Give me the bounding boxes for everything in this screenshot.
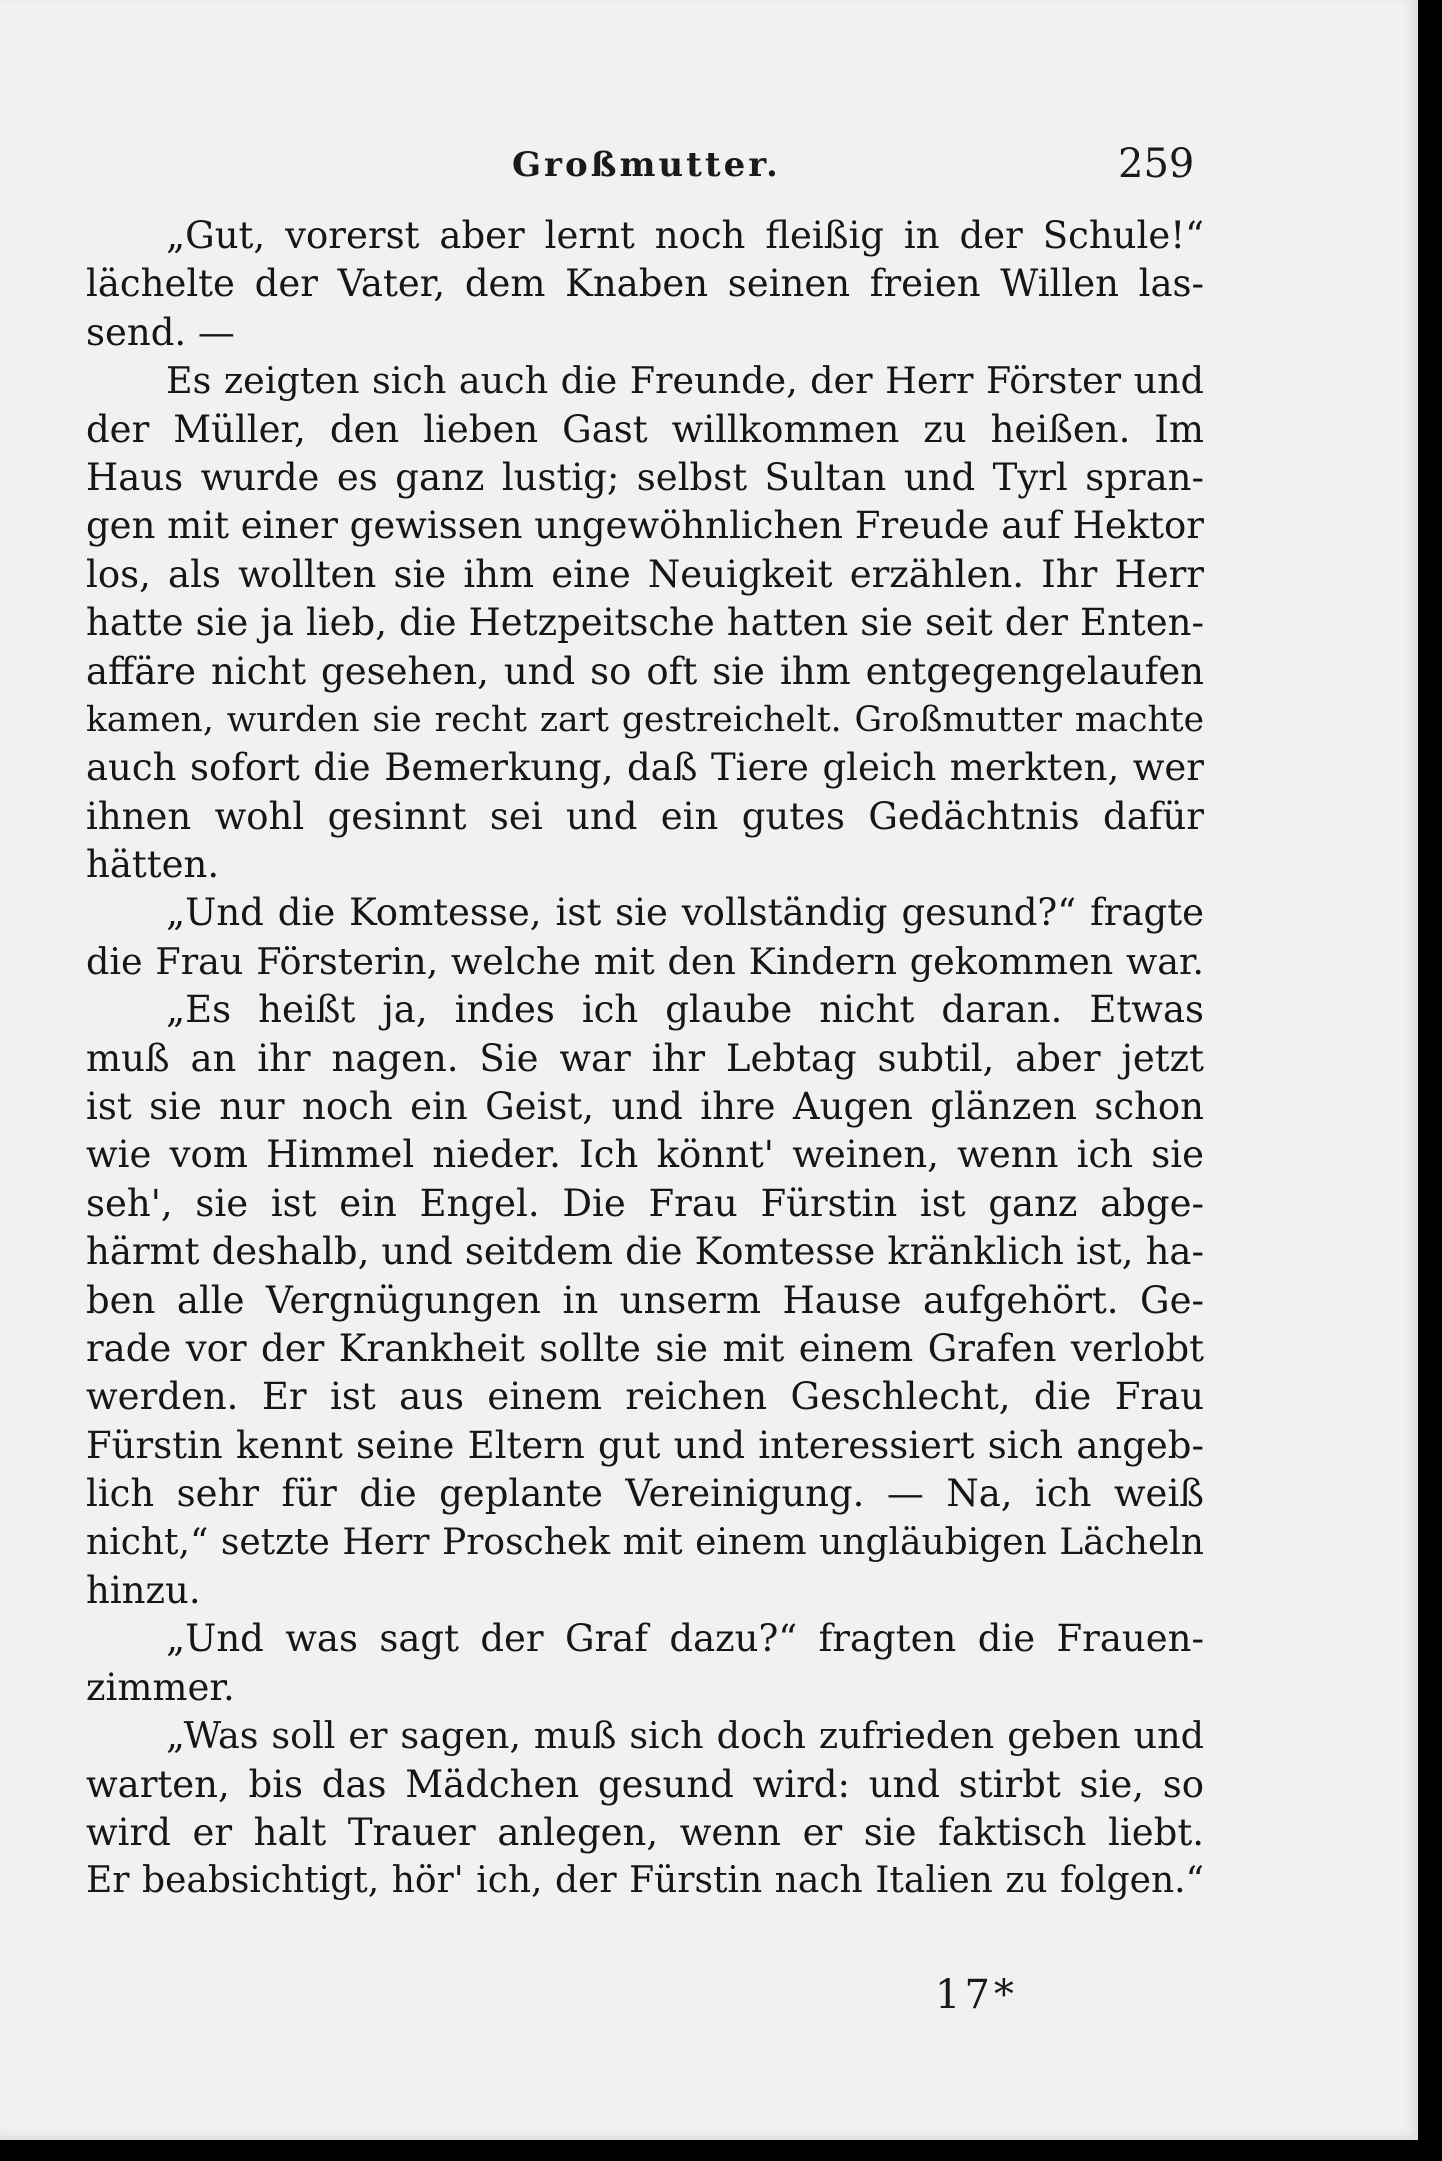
text-line: werden. Er ist aus einem reichen Geschlecht, die Frau	[86, 1375, 1204, 1419]
body-text	[86, 212, 1204, 1906]
text-line: muß an ihr nagen. Sie war ihr Lebtag subtil, aber jetzt	[86, 1036, 1204, 1080]
text-line: rade vor der Krankheit sollte sie mit einem Grafen verlobt	[86, 1326, 1204, 1370]
text-line: „Und was sagt der Graf dazu?“ fragten die Frauen-	[166, 1617, 1204, 1661]
text-line: hatte sie ja lieb, die Hetzpeitsche hatten sie seit der Enten-	[86, 601, 1204, 645]
text-line: send. —	[86, 310, 235, 354]
text-line: ihnen wohl gesinnt sei und ein gutes Gedächtnis dafür	[86, 794, 1204, 838]
text-line: „Und die Komtesse, ist sie vollständig gesund?“ fragte	[166, 891, 1204, 935]
text-line: seh', sie ist ein Engel. Die Frau Fürstin ist ganz abge-	[86, 1181, 1204, 1225]
text-line: gen mit einer gewissen ungewöhnlichen Freude auf Hektor	[86, 504, 1204, 548]
text-line: los, als wollten sie ihm eine Neuigkeit erzählen. Ihr Herr	[86, 552, 1204, 596]
text-line: kamen, wurden sie recht zart gestreichelt. Großmutter machte	[86, 699, 1204, 740]
text-line: ist sie nur noch ein Geist, und ihre Augen glänzen schon	[86, 1085, 1204, 1129]
text-line: die Frau Försterin, welche mit den Kindern gekommen war.	[86, 939, 1204, 983]
text-line: Es zeigten sich auch die Freunde, der Herr Förster und	[166, 359, 1204, 403]
text-line: Haus wurde es ganz lustig; selbst Sultan und Tyrl spran-	[86, 455, 1204, 499]
text-line: auch sofort die Bemerkung, daß Tiere gleich merkten, wer	[86, 746, 1204, 790]
text-line: ben alle Vergnügungen in unserm Hause aufgehört. Ge-	[86, 1278, 1204, 1322]
text-line: hinzu.	[86, 1568, 201, 1612]
signature-mark: 17*	[935, 1972, 1018, 2018]
text-line: wie vom Himmel nieder. Ich könnt' weinen, wenn ich sie	[86, 1133, 1204, 1177]
text-line: „Gut, vorerst aber lernt noch fleißig in der Schule!“	[166, 214, 1204, 257]
text-line: der Müller, den lieben Gast willkommen zu heißen. Im	[86, 407, 1204, 451]
text-line: Er beabsichtigt, hör' ich, der Fürstin nach Italien zu folgen.“	[86, 1860, 1204, 1902]
text-line: lich sehr für die geplante Vereinigung. — Na, ich weiß	[86, 1472, 1204, 1516]
text-line: warten, bis das Mädchen gesund wird: und stirbt sie, so	[86, 1762, 1204, 1806]
text-line: nicht,“ setzte Herr Proschek mit einem ungläubigen Lächeln	[86, 1521, 1204, 1563]
running-title: Großmutter.	[512, 145, 781, 185]
text-line: „Was soll er sagen, muß sich doch zufrieden geben und	[166, 1714, 1204, 1758]
text-line: Fürstin kennt seine Eltern gut und interessiert sich angeb-	[86, 1423, 1204, 1467]
text-line: härmt deshalb, und seitdem die Komtesse kränklich ist, ha-	[86, 1230, 1204, 1274]
text-line: hätten.	[86, 843, 220, 887]
page-number: 259	[1118, 141, 1195, 187]
text-line: lächelte der Vater, dem Knaben seinen freien Willen las-	[86, 262, 1204, 306]
text-line: „Es heißt ja, indes ich glaube nicht daran. Etwas	[166, 988, 1204, 1032]
text-line: wird er halt Trauer anlegen, wenn er sie faktisch liebt.	[86, 1810, 1204, 1854]
text-line: affäre nicht gesehen, und so oft sie ihm entgegengelaufen	[86, 649, 1204, 693]
page-header	[0, 141, 1418, 195]
text-line: zimmer.	[86, 1665, 235, 1709]
